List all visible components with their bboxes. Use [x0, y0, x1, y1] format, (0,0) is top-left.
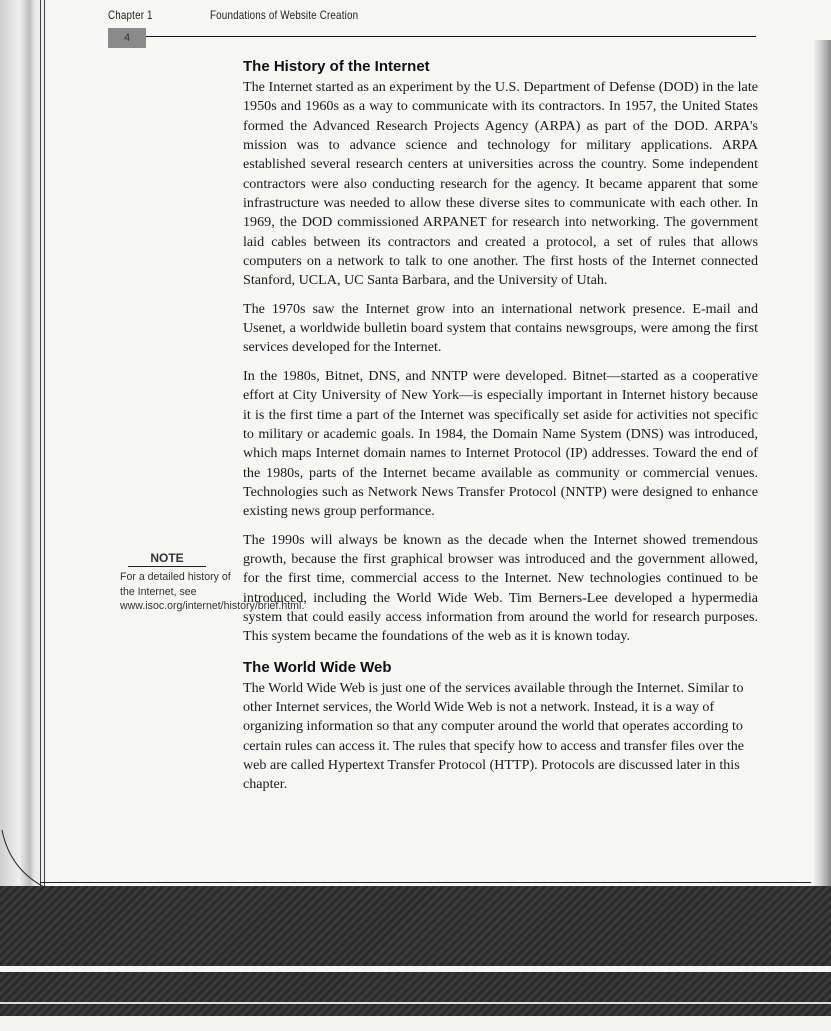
margin-note	[116, 551, 305, 614]
running-head	[108, 8, 761, 24]
paragraph: In the 1980s, Bitnet, DNS, and NNTP were developed. Bitnet—started as a cooperative effort at City University of New York—is especially important in Internet history because it is the first time a part of the Internet was specifically set aside for activities not specific to military or academic goals. In 1984, the Domain Name System (DNS) was introduced, which maps Internet domain names to Internet Protocol (IP) addresses. Toward the end of the 1980s, parts of the Internet became available as community or commercial venues. Technologies such as Network News Transfer Protocol (NNTP) were designed to enhance existing news group performance.	[243, 367, 758, 520]
spine-line	[44, 0, 45, 900]
scan-light-streak	[0, 1002, 831, 1004]
spine-line	[40, 0, 41, 900]
page-curl-line	[0, 830, 48, 890]
page-edge-shadow	[813, 40, 831, 900]
paragraph: The 1970s saw the Internet grow into an international network presence. E-mail and Usenet, a worldwide bulletin board system that contains newsgroups, were among the first services developed for the Internet.	[243, 300, 758, 356]
chapter-label: Chapter 1	[108, 8, 153, 22]
scan-light-streak	[0, 966, 831, 972]
section-heading-history: The History of the Internet	[243, 58, 430, 75]
note-label: NOTE	[128, 551, 206, 567]
header-rule	[146, 36, 756, 37]
note-text: For a detailed history of the Internet, see www.isoc.org/internet/history/brief.html.	[120, 571, 305, 612]
paragraph: The 1990s will always be known as the decade when the Internet showed tremendous growth, because the first graphical browser was introduced and the government allowed, for the first time, commercial access to the Internet. New technologies continued to be introduced, including the World Wide Web. Tim Berners-Lee developed a hypermedia system that could easily access information from around the world for research purposes. This system became the foundations of the web as it is known today.	[243, 531, 758, 645]
main-content	[243, 58, 758, 804]
section-heading-www: The World Wide Web	[243, 658, 392, 676]
page-number-tab: 4	[108, 28, 146, 48]
scan-bottom-edge	[0, 1016, 831, 1031]
paragraph: The World Wide Web is just one of the services available through the Internet. Similar to other Internet services, the World Wide Web is not a network. Instead, it is a way of organizing information so that any computer around the world that operates according to certain rules can access it. The rules that specify how to access and transfer files over the web are called Hypertext Transfer Protocol (HTTP). Protocols are discussed later in this chapter.	[243, 679, 745, 793]
scan-shadow-band	[0, 886, 831, 1031]
paragraph: The Internet started as an experiment by the U.S. Department of Defense (DOD) in the late 1950s and 1960s as a way to communicate with its contractors. In 1957, the United States formed the Advanced Research Projects Agency (ARPA) as part of the DOD. ARPA's mission was to advance science and technology for military applications. ARPA established several research centers at universities across the country. Some independent contractors were also conducting research for the agency. It became apparent that some infrastructure was needed to allow these diverse sites to communicate with each other. In 1969, the DOD commissioned ARPANET for research into networking. The government laid cables between its contractors and created a protocol, a set of rules that allows computers on a network to talk to one another. The first hosts of the Internet connected Stanford, UCLA, UC Santa Barbara, and the University of Utah.	[243, 79, 758, 289]
chapter-title: Foundations of Website Creation	[210, 8, 359, 22]
footer-rule	[40, 882, 811, 883]
